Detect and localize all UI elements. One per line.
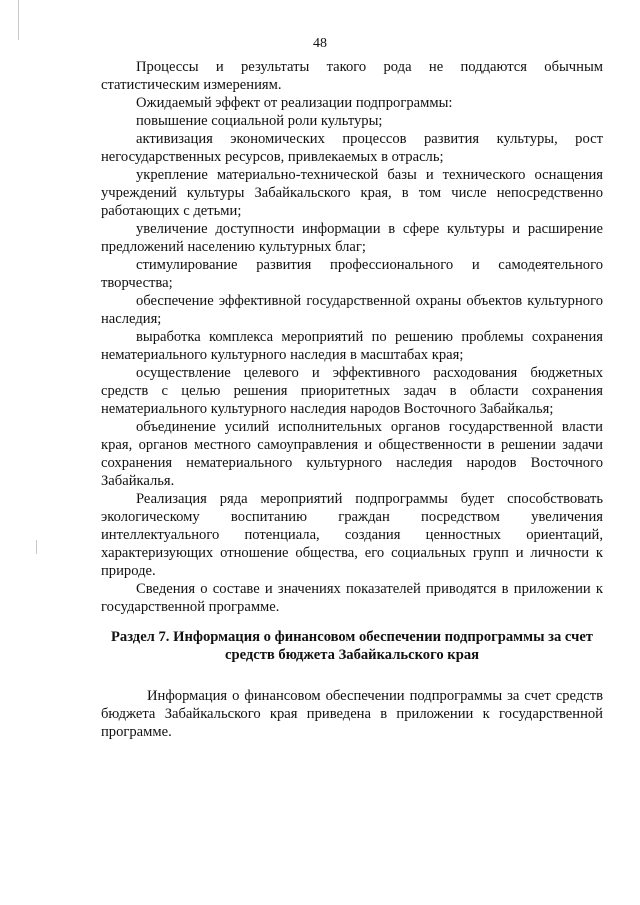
list-item: объединение усилий исполнительных органов государственной власти края, органов местного самоуправления и общественности в решении задачи сохранения нематериального культурного наследия народов Восточного Забайкалья. <box>101 419 603 489</box>
list-item: увеличение доступности информации в сфере культуры и расширение предложений населению культурных благ; <box>101 221 603 255</box>
list-item: стимулирование развития профессионального и самодеятельного творчества; <box>101 257 603 291</box>
list-item: осуществление целевого и эффективного расходования бюджетных средств с целью решения приоритетных задач в области сохранения нематериального культурного наследия народов Восточного Забайкалья; <box>101 365 603 417</box>
paragraph: Ожидаемый эффект от реализации подпрограммы: <box>136 95 453 111</box>
paragraph: Реализация ряда мероприятий подпрограммы будет способствовать экологическому воспитанию граждан посредством увеличения интеллектуального потенциала, создания ценностных ориентаций, характеризующих отношение общества, его социальных групп и личности к природе. <box>101 491 603 579</box>
paragraph: Сведения о составе и значениях показателей приводятся в приложении к государственной программе. <box>101 581 603 615</box>
list-item: повышение социальной роли культуры; <box>136 113 383 129</box>
list-item: обеспечение эффективной государственной охраны объектов культурного наследия; <box>101 293 603 327</box>
body-text <box>101 58 603 616</box>
paragraph: Процессы и результаты такого рода не поддаются обычным статистическим измерениям. <box>101 59 603 93</box>
section-heading: Раздел 7. Информация о финансовом обеспечении подпрограммы за счет средств бюджета Забайкальского края <box>111 629 593 663</box>
paragraph: Информация о финансовом обеспечении подпрограммы за счет средств бюджета Забайкальского края приведена в приложении к государственной программе. <box>101 688 603 740</box>
section-body <box>101 687 603 741</box>
list-item: укрепление материально-технической базы и технического оснащения учреждений культуры Забайкальского края, в том числе непосредственно работающих с детьми; <box>101 167 603 219</box>
scan-edge-mark <box>18 0 19 40</box>
list-item: выработка комплекса мероприятий по решению проблемы сохранения нематериального культурного наследия в масштабах края; <box>101 329 603 363</box>
scan-edge-mark <box>36 540 37 554</box>
list-item: активизация экономических процессов развития культуры, рост негосударственных ресурсов, привлекаемых в отрасль; <box>101 131 603 165</box>
page-number: 48 <box>313 36 327 51</box>
